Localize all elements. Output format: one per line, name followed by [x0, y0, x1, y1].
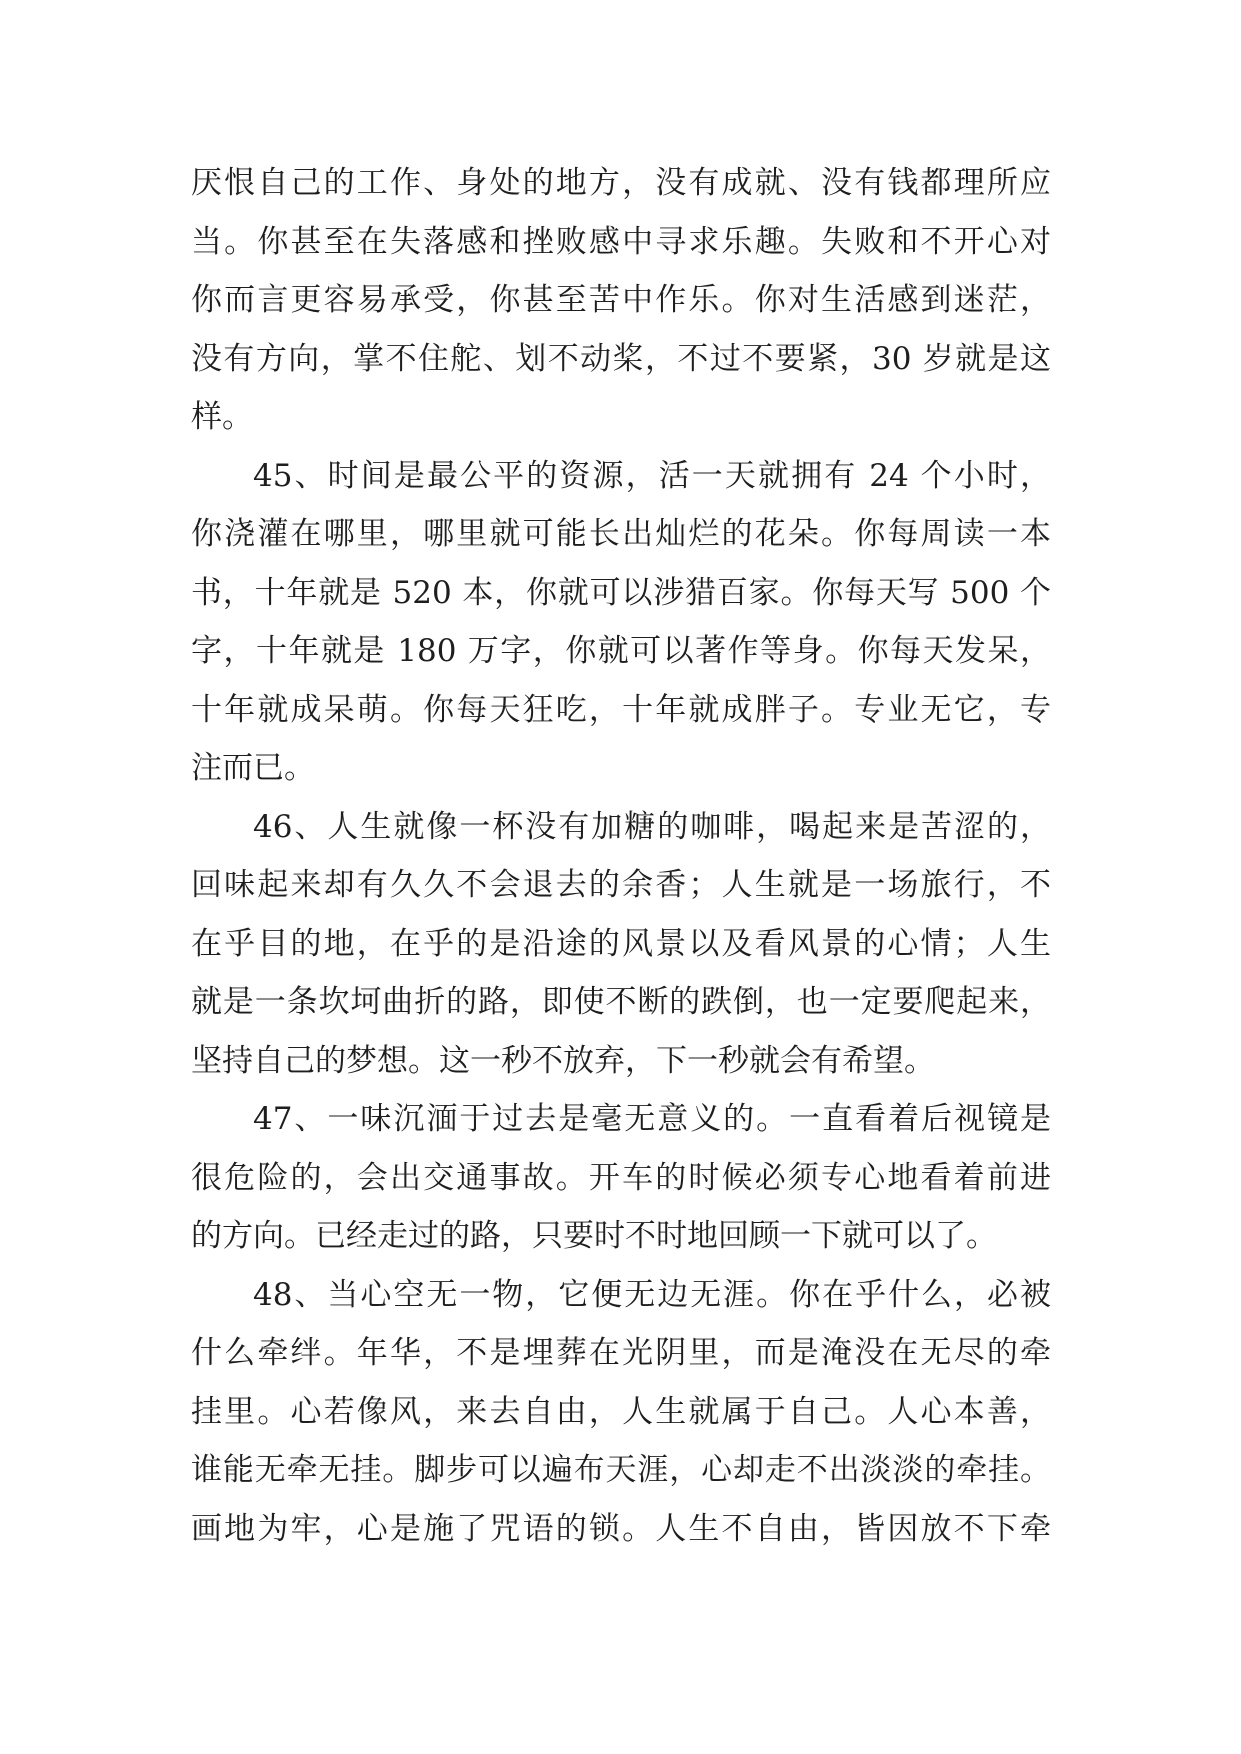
text-line: 谁能无牵无挂。脚步可以遍布天涯，心却走不出淡淡的牵挂。	[191, 1452, 1051, 1488]
body-text	[191, 154, 1051, 1558]
text-line: 字，十年就是 180 万字，你就可以著作等身。你每天发呆，	[191, 633, 1051, 669]
text-line: 没有方向，掌不住舵、划不动桨，不过不要紧，30 岁就是这	[191, 340, 1051, 377]
text-line: 的方向。已经走过的路，只要时不时地回顾一下就可以了。	[191, 1218, 997, 1254]
paragraph-48	[191, 1266, 1051, 1559]
paragraph-continuation	[191, 154, 1051, 447]
text-line: 注而已。	[191, 750, 315, 786]
text-line: 48、当心空无一物，它便无边无涯。你在乎什么，必被	[253, 1276, 1051, 1313]
text-line: 十年就成呆萌。你每天狂吃，十年就成胖子。专业无它，专	[191, 691, 1051, 728]
text-line: 你浇灌在哪里，哪里就可能长出灿烂的花朵。你每周读一本	[191, 516, 1051, 552]
text-line: 画地为牢，心是施了咒语的锁。人生不自由，皆因放不下牵	[191, 1510, 1051, 1547]
text-line: 47、一味沉湎于过去是毫无意义的。一直看着后视镜是	[253, 1101, 1051, 1137]
text-line: 当。你甚至在失落感和挫败感中寻求乐趣。失败和不开心对	[191, 223, 1051, 260]
text-line: 你而言更容易承受，你甚至苦中作乐。你对生活感到迷茫，	[191, 282, 1051, 318]
paragraph-47	[191, 1090, 1051, 1266]
text-line: 挂里。心若像风，来去自由，人生就属于自己。人心本善，	[191, 1393, 1051, 1430]
paragraph-45	[191, 447, 1051, 798]
text-line: 书，十年就是 520 本，你就可以涉猎百家。你每天写 500 个	[191, 574, 1051, 611]
text-line: 坚持自己的梦想。这一秒不放弃，下一秒就会有希望。	[191, 1042, 935, 1079]
text-line: 在乎目的地，在乎的是沿途的风景以及看风景的心情；人生	[191, 925, 1051, 962]
text-line: 45、时间是最公平的资源，活一天就拥有 24 个小时，	[253, 457, 1051, 494]
text-line: 什么牵绊。年华，不是埋葬在光阴里，而是淹没在无尽的牵	[191, 1335, 1051, 1371]
paragraph-46	[191, 798, 1051, 1091]
text-line: 回味起来却有久久不会退去的余香；人生就是一场旅行，不	[191, 867, 1051, 903]
text-line: 厌恨自己的工作、身处的地方，没有成就、没有钱都理所应	[191, 165, 1051, 201]
text-line: 46、人生就像一杯没有加糖的咖啡，喝起来是苦涩的，	[253, 808, 1051, 845]
text-line: 就是一条坎坷曲折的路，即使不断的跌倒，也一定要爬起来，	[191, 984, 1051, 1020]
text-line: 样。	[191, 399, 253, 435]
text-line: 很危险的，会出交通事故。开车的时候必须专心地看着前进	[191, 1159, 1051, 1196]
